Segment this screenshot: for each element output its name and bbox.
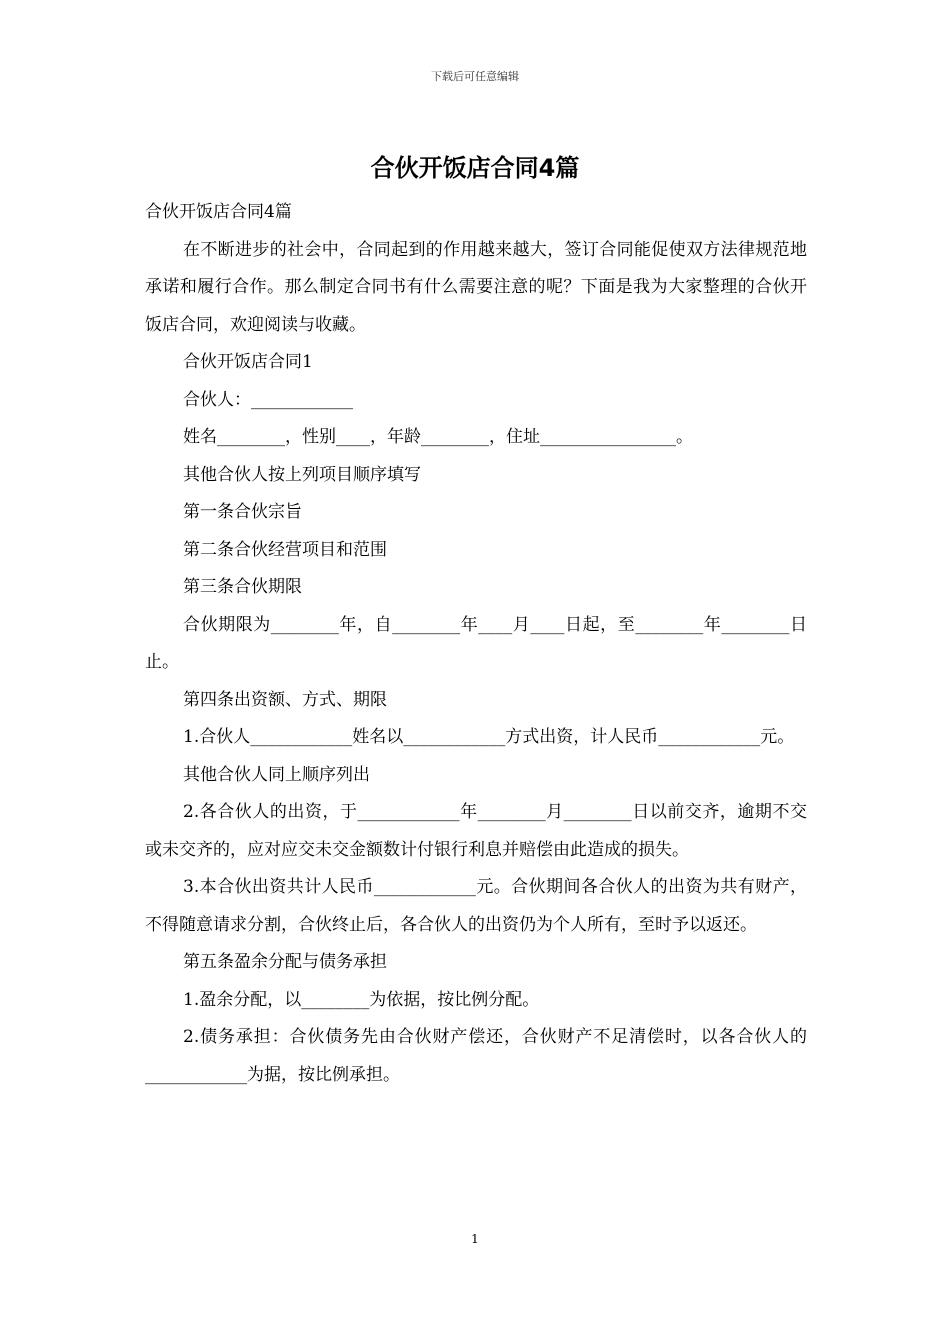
debt-liability-item: 2.债务承担：合伙债务先由合伙财产偿还，合伙财产不足清偿时，以各合伙人的____________为据，按比例承担。: [145, 1027, 807, 1085]
article-4-heading: 第四条出资额、方式、期限: [183, 689, 387, 710]
article-1-heading: 第一条合伙宗旨: [183, 502, 302, 522]
partner-details-field: 姓名________，性别____，年龄________，住址________________。: [183, 427, 693, 447]
term-paragraph: 合伙期限为________年，自________年____月____日起，至________年________日止。: [145, 614, 807, 672]
article-5-heading: 第五条盈余分配与债务承担: [183, 952, 387, 972]
profit-distribution-item: 1.盈余分配，以________为依据，按比例分配。: [183, 989, 540, 1010]
contribution-item-1: 1.合伙人____________姓名以____________方式出资，计人民币____________元。: [183, 727, 795, 747]
article-2-heading: 第二条合伙经营项目和范围: [183, 539, 387, 560]
document-title: 合伙开饭店合同4篇: [370, 154, 580, 182]
intro-paragraph: 在不断进步的社会中，合同起到的作用越来越大，签订合同能促使双方法律规范地承诺和履行合作。那么制定合同书有什么需要注意的呢？下面是我为大家整理的合伙开饭店合同，欢迎阅读与收藏。: [145, 239, 807, 335]
contribution-item-3: 3.本合伙出资共计人民币____________元。合伙期间各合伙人的出资为共有财产，不得随意请求分割，合伙终止后，各合伙人的出资仍为个人所有，至时予以返还。: [145, 877, 807, 935]
paragraph-other-partners: 其他合伙人按上列项目顺序填写: [183, 464, 421, 485]
document-body: [145, 194, 807, 1094]
article-3-heading: 第三条合伙期限: [183, 577, 302, 597]
page-number: 1: [471, 1232, 479, 1246]
contribution-item-2: 2.各合伙人的出资，于____________年________月________日以前交齐，逾期不交或未交齐的，应对应交未交金额数计付银行利息并赔偿由此造成的损失。: [145, 802, 808, 860]
page-header-note: 下载后可任意编辑: [431, 70, 519, 83]
paragraph-other-partners-listed: 其他合伙人同上顺序列出: [183, 764, 370, 785]
section-heading-contract-1: 合伙开饭店合同1: [183, 352, 313, 372]
partner-field: 合伙人：____________: [183, 389, 353, 410]
subtitle-paragraph: 合伙开饭店合同4篇: [145, 202, 292, 222]
